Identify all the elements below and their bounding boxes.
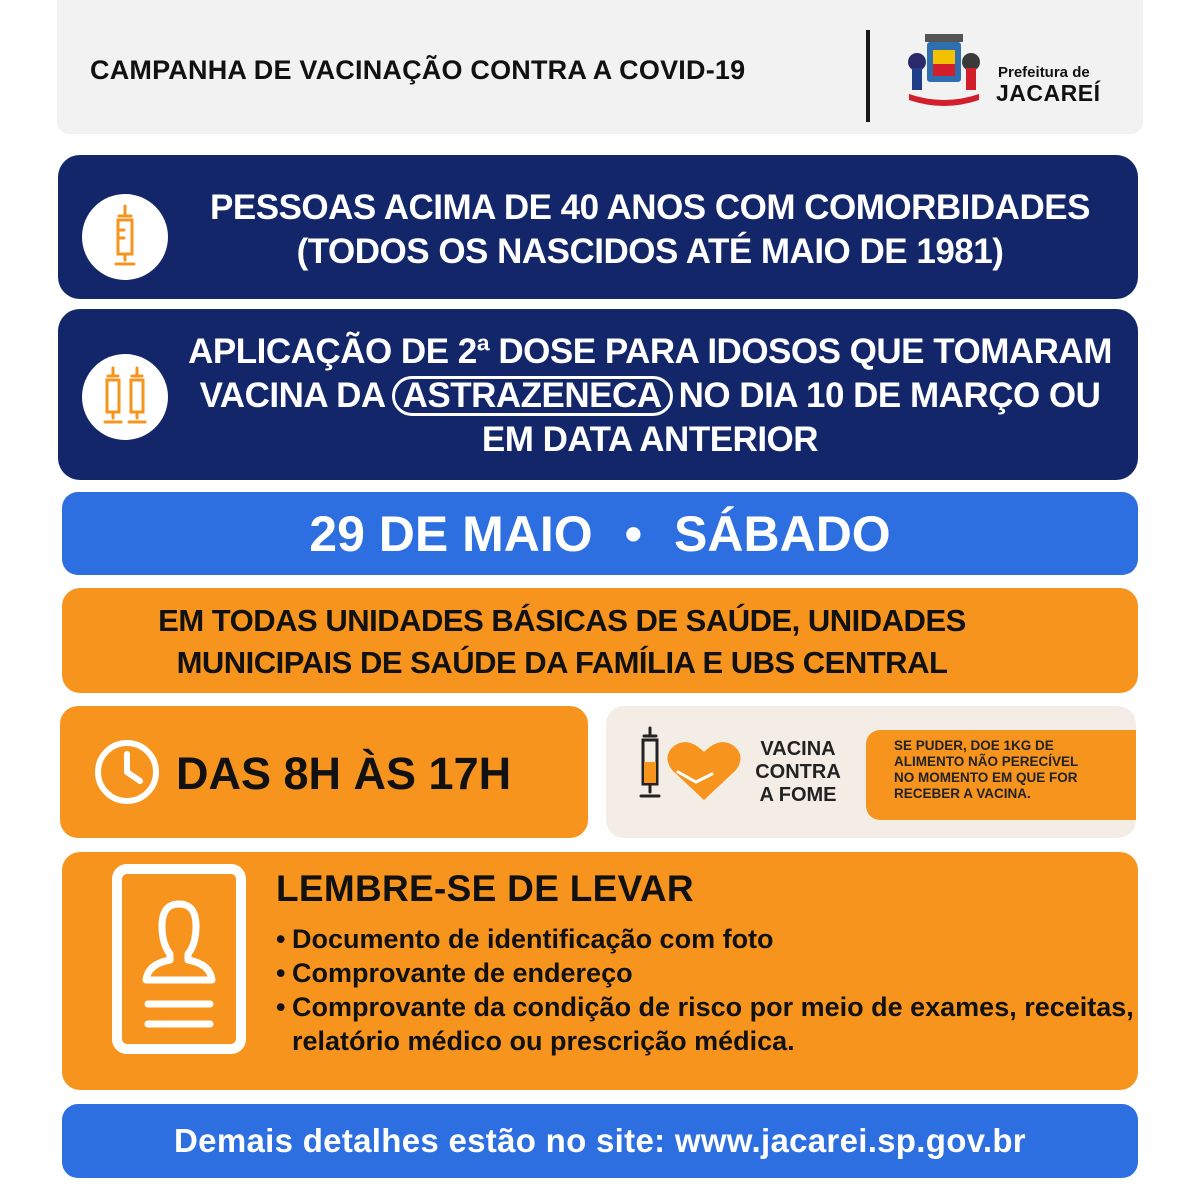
vacina-contra-fome-label: [744, 738, 852, 807]
second-dose-text: [180, 330, 1120, 462]
comorbidities-line1: PESSOAS ACIMA DE 40 ANOS COM COMORBIDADES: [210, 188, 1090, 227]
list-item-text: Comprovante de endereço: [292, 958, 633, 988]
campaign-title: CAMPANHA DE VACINAÇÃO CONTRA A COVID-19: [90, 55, 746, 85]
second-dose-line2-start: VACINA DA: [199, 376, 386, 415]
remember-title: LEMBRE-SE DE LEVAR: [276, 868, 694, 909]
id-card-icon: [112, 864, 246, 1054]
donation-note-text: [894, 738, 1132, 802]
locations-line2: MUNICIPAIS DE SAÚDE DA FAMÍLIA E UBS CENTRAL: [176, 645, 948, 680]
date-day: 29 DE MAIO: [309, 506, 593, 562]
prefeitura-label: Prefeitura de: [998, 64, 1090, 81]
fome-label-line1: VACINA: [760, 738, 836, 760]
header-divider: [866, 30, 870, 122]
donation-note-line2: ALIMENTO NÃO PERECÍVEL: [894, 754, 1079, 769]
list-item: • Comprovante da condição de risco por meio de exames, receitas, relatório médico ou prescrição médica.: [276, 990, 1136, 1058]
two-syringes-icon-circle: [82, 354, 168, 440]
syringe-icon-circle: [82, 194, 168, 280]
jacarei-crest-icon: [903, 28, 985, 110]
date-weekday: SÁBADO: [674, 506, 891, 562]
syringe-icon: [82, 194, 168, 280]
list-item: • Documento de identificação com foto: [276, 922, 1136, 956]
comorbidities-line2: (TODOS OS NASCIDOS ATÉ MAIO DE 1981): [296, 232, 1004, 271]
second-dose-line2: [180, 374, 1120, 418]
astrazeneca-badge: ASTRAZENECA: [392, 376, 673, 416]
date-separator: •: [624, 506, 643, 562]
locations-line1: EM TODAS UNIDADES BÁSICAS DE SAÚDE, UNIDADES: [158, 603, 966, 638]
comorbidities-text: [180, 186, 1120, 274]
list-item-text: Documento de identificação com foto: [292, 924, 774, 954]
two-syringes-icon: [82, 354, 168, 440]
jacarei-label: JACAREÍ: [996, 80, 1101, 106]
remember-list: [276, 922, 1136, 1058]
syringe-heart-hands-icon: [632, 724, 744, 810]
list-item-text: Comprovante da condição de risco por meio de exames, receitas, relatório médico ou prescrição médica.: [292, 992, 1134, 1056]
date-text: [62, 505, 1138, 563]
fome-label-line2: CONTRA: [755, 761, 841, 783]
second-dose-line1: APLICAÇÃO DE 2ª DOSE PARA IDOSOS QUE TOMARAM: [188, 332, 1112, 371]
locations-text: [62, 600, 1062, 684]
second-dose-line2-end: NO DIA 10 DE MARÇO OU: [678, 376, 1101, 415]
donation-note-line4: RECEBER A VACINA.: [894, 786, 1031, 801]
footer-site-text: Demais detalhes estão no site: www.jacarei.sp.gov.br: [174, 1122, 1026, 1159]
fome-label-line3: A FOME: [759, 784, 837, 806]
second-dose-line3: EM DATA ANTERIOR: [481, 420, 819, 459]
list-item: • Comprovante de endereço: [276, 956, 1136, 990]
donation-note-line1: SE PUDER, DOE 1KG DE: [894, 738, 1054, 753]
clock-icon: [92, 737, 162, 807]
hours-text: DAS 8H ÀS 17H: [176, 748, 512, 799]
donation-note-line3: NO MOMENTO EM QUE FOR: [894, 770, 1078, 785]
